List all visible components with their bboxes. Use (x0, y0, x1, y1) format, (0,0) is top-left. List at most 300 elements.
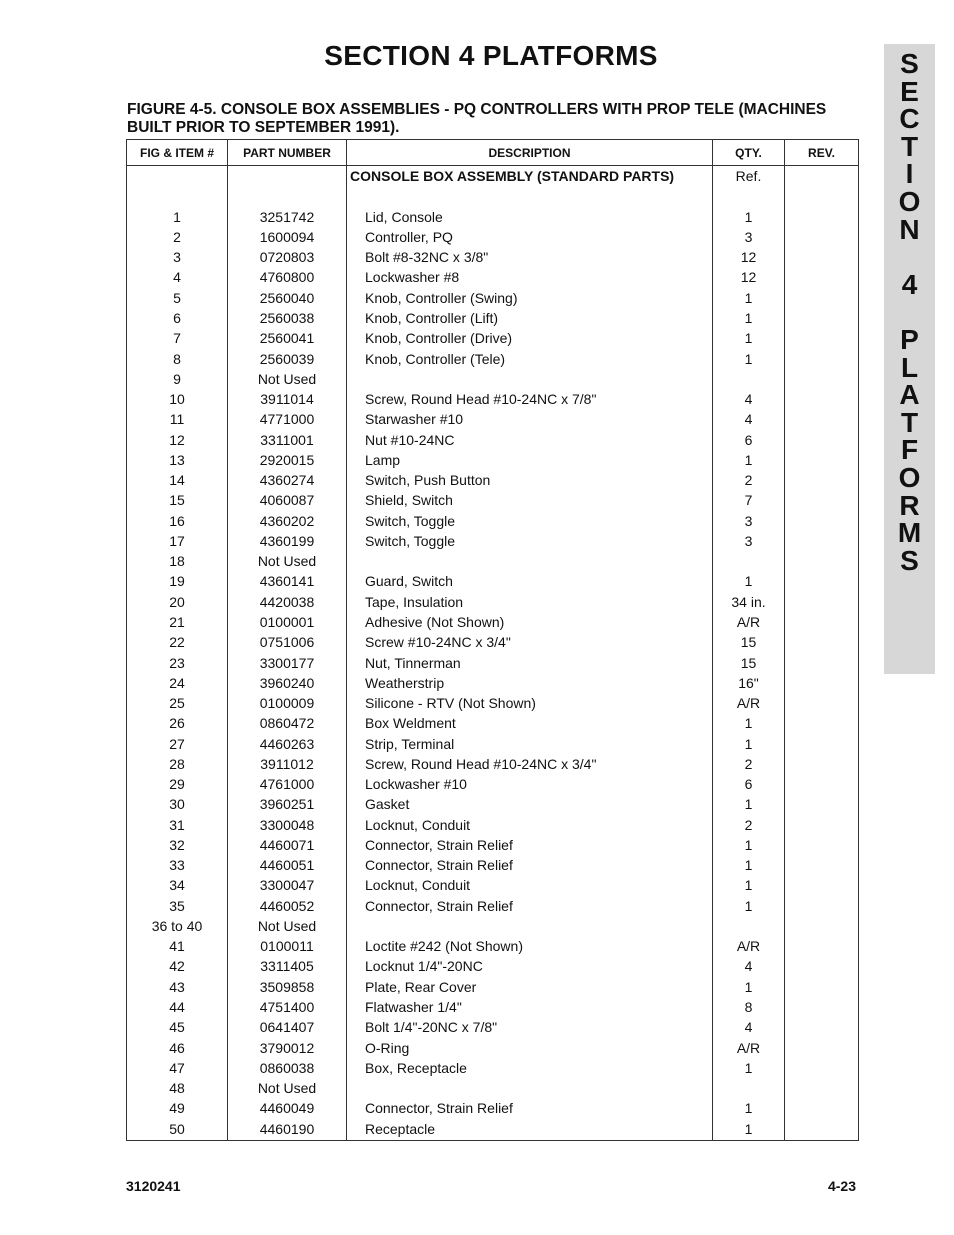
cell-qty: 12 (713, 247, 785, 267)
cell-item: 32 (127, 835, 228, 855)
cell-qty: 12 (713, 267, 785, 287)
cell-description: CONSOLE BOX ASSEMBLY (STANDARD PARTS) (347, 166, 713, 187)
table-row (127, 612, 859, 632)
table-row (127, 1058, 859, 1078)
cell-part: 0860038 (228, 1058, 347, 1078)
cell-rev (785, 450, 859, 470)
document-number: 3120241 (126, 1178, 181, 1194)
side-tab-letter: T (900, 130, 919, 162)
cell-qty: 3 (713, 511, 785, 531)
cell-rev (785, 551, 859, 571)
cell-description: Gasket (347, 794, 713, 814)
table-row (127, 369, 859, 389)
cell-part: 3790012 (228, 1037, 347, 1057)
table-row (127, 754, 859, 774)
cell-rev (785, 632, 859, 652)
cell-item: 43 (127, 977, 228, 997)
cell-description: Silicone - RTV (Not Shown) (347, 693, 713, 713)
table-row (127, 1017, 859, 1037)
cell-item: 10 (127, 389, 228, 409)
cell-rev (785, 774, 859, 794)
cell-rev (785, 470, 859, 490)
side-tab-letter: S (900, 48, 919, 79)
cell-part: 4360199 (228, 531, 347, 551)
cell-qty: 1 (713, 977, 785, 997)
cell-item: 24 (127, 673, 228, 693)
cell-description: Controller, PQ (347, 227, 713, 247)
cell-qty: 2 (713, 754, 785, 774)
cell-item: 27 (127, 733, 228, 753)
cell-part: 3251742 (228, 207, 347, 227)
cell-rev (785, 754, 859, 774)
cell-qty: 7 (713, 490, 785, 510)
spacer-cell (228, 186, 347, 206)
side-tab-letter: 4 (901, 268, 918, 300)
table-row (127, 1118, 859, 1141)
cell-qty (713, 551, 785, 571)
side-tab-letter: C (899, 103, 920, 135)
cell-part: 2560039 (228, 348, 347, 368)
cell-qty (713, 1078, 785, 1098)
cell-item: 28 (127, 754, 228, 774)
cell-rev (785, 977, 859, 997)
cell-item: 48 (127, 1078, 228, 1098)
section-side-tab (884, 44, 935, 674)
cell-part: 0100011 (228, 936, 347, 956)
cell-rev (785, 997, 859, 1017)
cell-qty: 1 (713, 1098, 785, 1118)
cell-description: Screw, Round Head #10-24NC x 7/8" (347, 389, 713, 409)
cell-qty: A/R (713, 612, 785, 632)
table-row (127, 693, 859, 713)
cell-qty: 1 (713, 348, 785, 368)
cell-qty (713, 369, 785, 389)
table-row (127, 1098, 859, 1118)
cell-item: 50 (127, 1118, 228, 1141)
cell-description: Loctite #242 (Not Shown) (347, 936, 713, 956)
table-row (127, 470, 859, 490)
table-row (127, 511, 859, 531)
cell-description (347, 551, 713, 571)
cell-part: 2560038 (228, 308, 347, 328)
table-row (127, 713, 859, 733)
table-row (127, 227, 859, 247)
cell-item: 5 (127, 288, 228, 308)
cell-part: 3300177 (228, 652, 347, 672)
cell-item (127, 166, 228, 187)
cell-part: 0100001 (228, 612, 347, 632)
cell-qty: 1 (713, 713, 785, 733)
cell-qty: 3 (713, 227, 785, 247)
cell-item: 12 (127, 429, 228, 449)
table-row (127, 571, 859, 591)
cell-description: Nut #10-24NC (347, 429, 713, 449)
cell-part: 4760800 (228, 267, 347, 287)
cell-rev (785, 896, 859, 916)
parts-table (126, 139, 859, 1141)
cell-rev (785, 815, 859, 835)
table-row (127, 490, 859, 510)
table-row (127, 348, 859, 368)
cell-description: Flatwasher 1/4" (347, 997, 713, 1017)
cell-rev (785, 592, 859, 612)
side-tab-letters (884, 50, 935, 574)
cell-item: 23 (127, 652, 228, 672)
side-tab-letter: E (900, 75, 919, 107)
cell-rev (785, 267, 859, 287)
header-part-number: PART NUMBER (228, 140, 347, 166)
cell-qty: 4 (713, 409, 785, 429)
side-tab-letter: M (897, 517, 922, 549)
cell-item: 49 (127, 1098, 228, 1118)
cell-description: Shield, Switch (347, 490, 713, 510)
cell-part: 0751006 (228, 632, 347, 652)
cell-part: 3311001 (228, 429, 347, 449)
side-tab-letter: P (900, 323, 919, 355)
cell-rev (785, 531, 859, 551)
cell-rev (785, 511, 859, 531)
cell-part: 0720803 (228, 247, 347, 267)
cell-part: 4460052 (228, 896, 347, 916)
cell-qty: 1 (713, 1058, 785, 1078)
cell-item: 25 (127, 693, 228, 713)
cell-qty: 2 (713, 815, 785, 835)
figure-title: FIGURE 4-5. CONSOLE BOX ASSEMBLIES - PQ CONTROLLERS WITH PROP TELE (MACHINES BUILT PRIOR TO SEPTEMBER 1991). (127, 101, 827, 136)
cell-description (347, 369, 713, 389)
cell-rev (785, 247, 859, 267)
cell-description: Switch, Toggle (347, 511, 713, 531)
cell-part: 3300048 (228, 815, 347, 835)
cell-rev (785, 369, 859, 389)
cell-part: Not Used (228, 369, 347, 389)
cell-part: 3509858 (228, 977, 347, 997)
side-tab-letter: F (900, 434, 919, 466)
cell-item: 44 (127, 997, 228, 1017)
cell-description: Starwasher #10 (347, 409, 713, 429)
cell-part: 3960251 (228, 794, 347, 814)
table-row (127, 733, 859, 753)
table-row (127, 389, 859, 409)
header-rev: REV. (785, 140, 859, 166)
cell-item: 45 (127, 1017, 228, 1037)
cell-description: Lid, Console (347, 207, 713, 227)
cell-item: 15 (127, 490, 228, 510)
table-row (127, 652, 859, 672)
cell-part: 3911012 (228, 754, 347, 774)
cell-description: Knob, Controller (Tele) (347, 348, 713, 368)
table-row (127, 409, 859, 429)
cell-item: 31 (127, 815, 228, 835)
side-tab-letter: A (899, 379, 920, 411)
cell-description: Locknut, Conduit (347, 815, 713, 835)
cell-qty: 1 (713, 450, 785, 470)
cell-qty: 1 (713, 835, 785, 855)
cell-part: 4360141 (228, 571, 347, 591)
cell-description: Switch, Toggle (347, 531, 713, 551)
cell-description: Connector, Strain Relief (347, 1098, 713, 1118)
cell-part: 4460049 (228, 1098, 347, 1118)
header-qty: QTY. (713, 140, 785, 166)
cell-part: 4060087 (228, 490, 347, 510)
cell-rev (785, 389, 859, 409)
cell-rev (785, 308, 859, 328)
table-row (127, 673, 859, 693)
cell-item: 19 (127, 571, 228, 591)
cell-item: 16 (127, 511, 228, 531)
cell-rev (785, 652, 859, 672)
cell-rev (785, 1058, 859, 1078)
cell-part: 1600094 (228, 227, 347, 247)
cell-rev (785, 693, 859, 713)
cell-part: 2560041 (228, 328, 347, 348)
cell-description: Connector, Strain Relief (347, 855, 713, 875)
cell-part: 4460071 (228, 835, 347, 855)
cell-qty: 1 (713, 571, 785, 591)
cell-part: 4460051 (228, 855, 347, 875)
cell-qty (713, 916, 785, 936)
cell-description: Connector, Strain Relief (347, 896, 713, 916)
side-tab-letter: O (898, 461, 921, 493)
cell-qty: 1 (713, 875, 785, 895)
cell-item: 35 (127, 896, 228, 916)
cell-rev (785, 490, 859, 510)
table-header-row (127, 140, 859, 166)
cell-description: Nut, Tinnerman (347, 652, 713, 672)
cell-description: Adhesive (Not Shown) (347, 612, 713, 632)
cell-qty: 1 (713, 896, 785, 916)
table-row (127, 815, 859, 835)
cell-part: Not Used (228, 1078, 347, 1098)
table-row (127, 1037, 859, 1057)
cell-item: 36 to 40 (127, 916, 228, 936)
side-tab-letter: N (899, 213, 920, 245)
cell-description: Box, Receptacle (347, 1058, 713, 1078)
cell-qty: 8 (713, 997, 785, 1017)
cell-description: Receptacle (347, 1118, 713, 1141)
cell-item: 7 (127, 328, 228, 348)
cell-qty: 1 (713, 207, 785, 227)
cell-item: 21 (127, 612, 228, 632)
cell-item: 22 (127, 632, 228, 652)
table-row (127, 896, 859, 916)
table-row (127, 855, 859, 875)
cell-qty: 3 (713, 531, 785, 551)
table-row (127, 592, 859, 612)
cell-part: 4751400 (228, 997, 347, 1017)
table-row (127, 936, 859, 956)
cell-rev (785, 409, 859, 429)
cell-rev (785, 1118, 859, 1141)
cell-part: 4360202 (228, 511, 347, 531)
cell-rev (785, 429, 859, 449)
cell-item: 41 (127, 936, 228, 956)
cell-qty: Ref. (713, 166, 785, 187)
cell-rev (785, 207, 859, 227)
cell-description: Bolt #8-32NC x 3/8" (347, 247, 713, 267)
table-row (127, 207, 859, 227)
table-row (127, 774, 859, 794)
cell-rev (785, 855, 859, 875)
cell-qty: 1 (713, 733, 785, 753)
cell-item: 29 (127, 774, 228, 794)
side-tab-letter: S (900, 544, 919, 576)
cell-rev (785, 288, 859, 308)
cell-description: O-Ring (347, 1037, 713, 1057)
cell-rev (785, 1037, 859, 1057)
cell-qty: 1 (713, 288, 785, 308)
cell-qty: 6 (713, 774, 785, 794)
side-tab-letter: L (900, 351, 919, 383)
cell-item: 20 (127, 592, 228, 612)
cell-part: 3311405 (228, 956, 347, 976)
cell-part: 2560040 (228, 288, 347, 308)
cell-item: 2 (127, 227, 228, 247)
cell-part: 4771000 (228, 409, 347, 429)
cell-item: 1 (127, 207, 228, 227)
cell-description: Lockwasher #8 (347, 267, 713, 287)
cell-rev (785, 1017, 859, 1037)
cell-part: 4420038 (228, 592, 347, 612)
cell-rev (785, 1078, 859, 1098)
cell-description: Lamp (347, 450, 713, 470)
side-tab-letter: R (899, 489, 920, 521)
cell-description: Screw #10-24NC x 3/4" (347, 632, 713, 652)
cell-item: 11 (127, 409, 228, 429)
cell-item: 30 (127, 794, 228, 814)
cell-description: Box Weldment (347, 713, 713, 733)
table-row (127, 328, 859, 348)
cell-rev (785, 875, 859, 895)
cell-part: Not Used (228, 551, 347, 571)
cell-part: 0100009 (228, 693, 347, 713)
cell-qty: 1 (713, 1118, 785, 1141)
cell-qty: A/R (713, 693, 785, 713)
table-row (127, 247, 859, 267)
cell-item: 14 (127, 470, 228, 490)
cell-description: Guard, Switch (347, 571, 713, 591)
cell-description: Bolt 1/4"-20NC x 7/8" (347, 1017, 713, 1037)
cell-description: Tape, Insulation (347, 592, 713, 612)
table-row (127, 794, 859, 814)
cell-part: 0860472 (228, 713, 347, 733)
spacer-cell (347, 186, 713, 206)
cell-item: 34 (127, 875, 228, 895)
cell-item: 4 (127, 267, 228, 287)
cell-item: 8 (127, 348, 228, 368)
table-row (127, 875, 859, 895)
cell-qty: 6 (713, 429, 785, 449)
cell-item: 26 (127, 713, 228, 733)
cell-rev (785, 1098, 859, 1118)
cell-rev (785, 835, 859, 855)
cell-description: Knob, Controller (Drive) (347, 328, 713, 348)
cell-part: 3300047 (228, 875, 347, 895)
cell-description: Locknut, Conduit (347, 875, 713, 895)
table-row (127, 450, 859, 470)
table-row (127, 632, 859, 652)
cell-qty: 1 (713, 328, 785, 348)
cell-description: Strip, Terminal (347, 733, 713, 753)
cell-part: 0641407 (228, 1017, 347, 1037)
cell-part: Not Used (228, 916, 347, 936)
cell-description: Weatherstrip (347, 673, 713, 693)
side-tab-letter: I (905, 158, 914, 190)
cell-rev (785, 936, 859, 956)
cell-rev (785, 733, 859, 753)
section-title: SECTION 4 PLATFORMS (324, 40, 658, 71)
cell-item: 42 (127, 956, 228, 976)
table-row (127, 267, 859, 287)
cell-rev (785, 571, 859, 591)
cell-rev (785, 166, 859, 187)
cell-item: 13 (127, 450, 228, 470)
cell-qty: 1 (713, 794, 785, 814)
cell-qty: 4 (713, 1017, 785, 1037)
cell-qty: 1 (713, 308, 785, 328)
cell-qty: 2 (713, 470, 785, 490)
cell-description: Switch, Push Button (347, 470, 713, 490)
header-fig-item: FIG & ITEM # (127, 140, 228, 166)
cell-qty: A/R (713, 1037, 785, 1057)
cell-qty: 15 (713, 632, 785, 652)
cell-rev (785, 673, 859, 693)
table-row (127, 308, 859, 328)
table-row (127, 916, 859, 936)
cell-part: 3911014 (228, 389, 347, 409)
cell-part: 4360274 (228, 470, 347, 490)
cell-qty: 4 (713, 389, 785, 409)
table-row (127, 1078, 859, 1098)
cell-qty: 34 in. (713, 592, 785, 612)
table-row (127, 997, 859, 1017)
cell-description: Knob, Controller (Lift) (347, 308, 713, 328)
table-row (127, 551, 859, 571)
side-tab-letter: O (898, 185, 921, 217)
cell-part: 4460190 (228, 1118, 347, 1141)
cell-item: 47 (127, 1058, 228, 1078)
cell-qty: 15 (713, 652, 785, 672)
cell-description: Screw, Round Head #10-24NC x 3/4" (347, 754, 713, 774)
cell-rev (785, 612, 859, 632)
table-row (127, 977, 859, 997)
cell-rev (785, 328, 859, 348)
cell-description (347, 916, 713, 936)
cell-qty: A/R (713, 936, 785, 956)
spacer-cell (127, 186, 228, 206)
cell-part (228, 166, 347, 187)
cell-description: Locknut 1/4"-20NC (347, 956, 713, 976)
cell-description: Knob, Controller (Swing) (347, 288, 713, 308)
cell-part: 3960240 (228, 673, 347, 693)
cell-description: Plate, Rear Cover (347, 977, 713, 997)
cell-rev (785, 956, 859, 976)
cell-item: 17 (127, 531, 228, 551)
cell-rev (785, 794, 859, 814)
cell-qty: 1 (713, 855, 785, 875)
page-number: 4-23 (827, 1178, 856, 1194)
cell-item: 9 (127, 369, 228, 389)
spacer-row (127, 186, 859, 206)
cell-part: 4761000 (228, 774, 347, 794)
cell-description: Connector, Strain Relief (347, 835, 713, 855)
cell-part: 4460263 (228, 733, 347, 753)
cell-qty: 4 (713, 956, 785, 976)
cell-item: 46 (127, 1037, 228, 1057)
table-row (127, 835, 859, 855)
cell-item: 3 (127, 247, 228, 267)
side-tab-letter: T (900, 406, 919, 438)
cell-qty: 16" (713, 673, 785, 693)
